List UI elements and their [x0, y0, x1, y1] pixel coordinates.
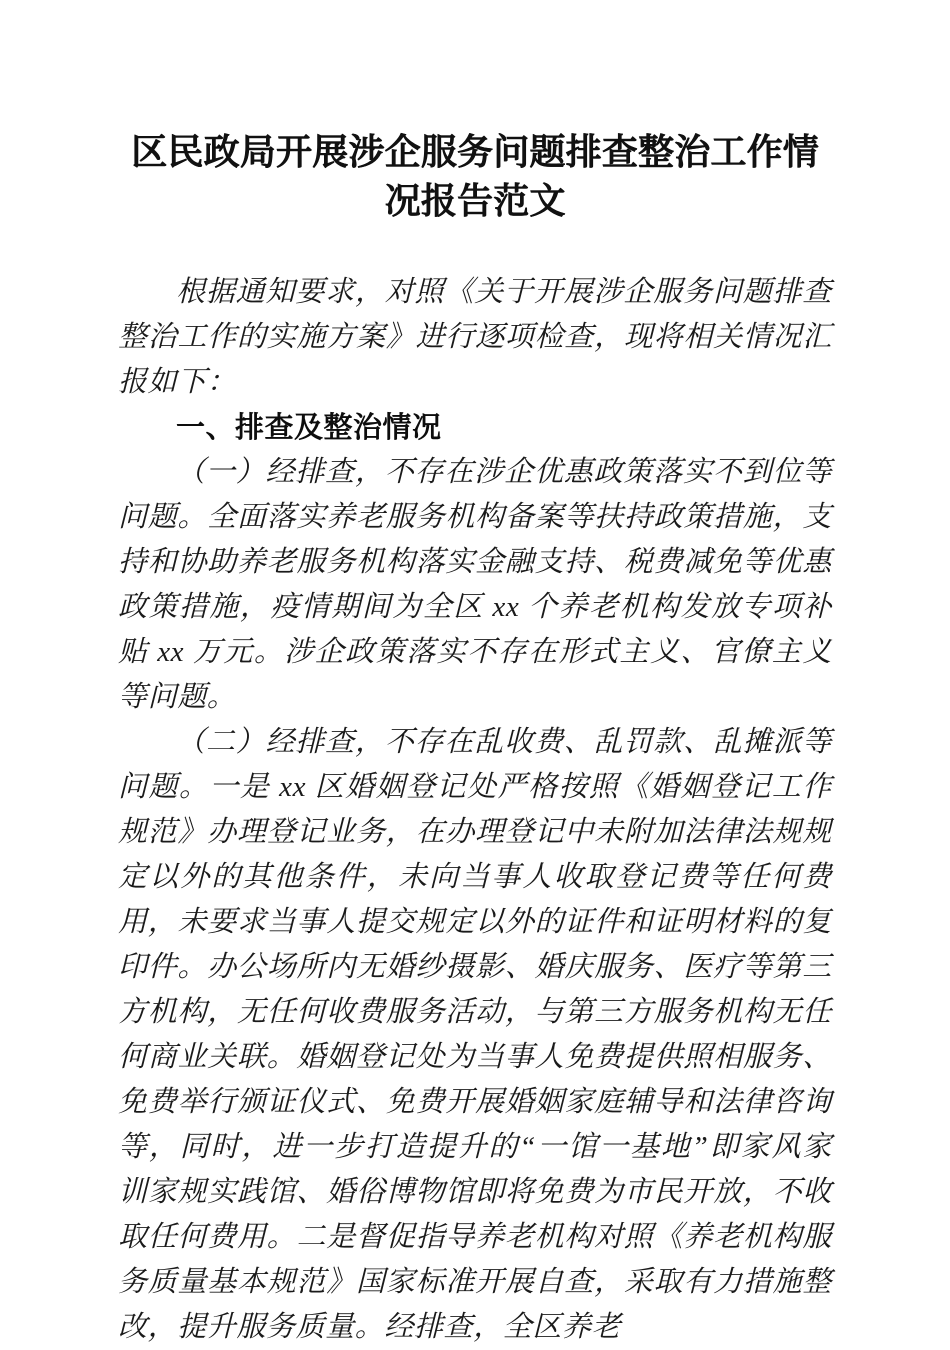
subsection-paragraph-1: （一）经排查，不存在涉企优惠政策落实不到位等问题。全面落实养老服务机构备案等扶持政策措施，支持和协助养老服务机构落实金融支持、税费减免等优惠政策措施，疫情期间为全区 xx 个养老机构发放专项补贴 xx 万元。涉企政策落实不存在形式主义、官僚主义等问题。	[118, 456, 832, 713]
intro-paragraph: 根据通知要求，对照《关于开展涉企服务问题排查整治工作的实施方案》进行逐项检查，现将相关情况汇报如下：	[118, 276, 832, 398]
page-title: 区民政局开展涉企服务问题排查整治工作情况报告范文	[131, 131, 819, 222]
section-heading-1: 一、排查及整治情况	[176, 410, 442, 444]
subsection-paragraph-2: （二）经排查，不存在乱收费、乱罚款、乱摊派等问题。一是 xx 区婚姻登记处严格按照《婚姻登记工作规范》办理登记业务，在办理登记中未附加法律法规规定以外的其他条件，未向当事人收取登记费等任何费用，未要求当事人提交规定以外的证件和证明材料的复印件。办公场所内无婚纱摄影、婚庆服务、医疗等第三方机构，无任何收费服务活动，与第三方服务机构无任何商业关联。婚姻登记处为当事人免费提供照相服务、免费举行颁证仪式、免费开展婚姻家庭辅导和法律咨询等，同时，进一步打造提升的“一馆一基地”即家风家训家规实践馆、婚俗博物馆即将免费为市民开放，不收取任何费用。二是督促指导养老机构对照《养老机构服务质量基本规范》国家标准开展自查，采取有力措施整改，提升服务质量。经排查，全区养老	[118, 726, 832, 1343]
document-body	[118, 226, 832, 1350]
